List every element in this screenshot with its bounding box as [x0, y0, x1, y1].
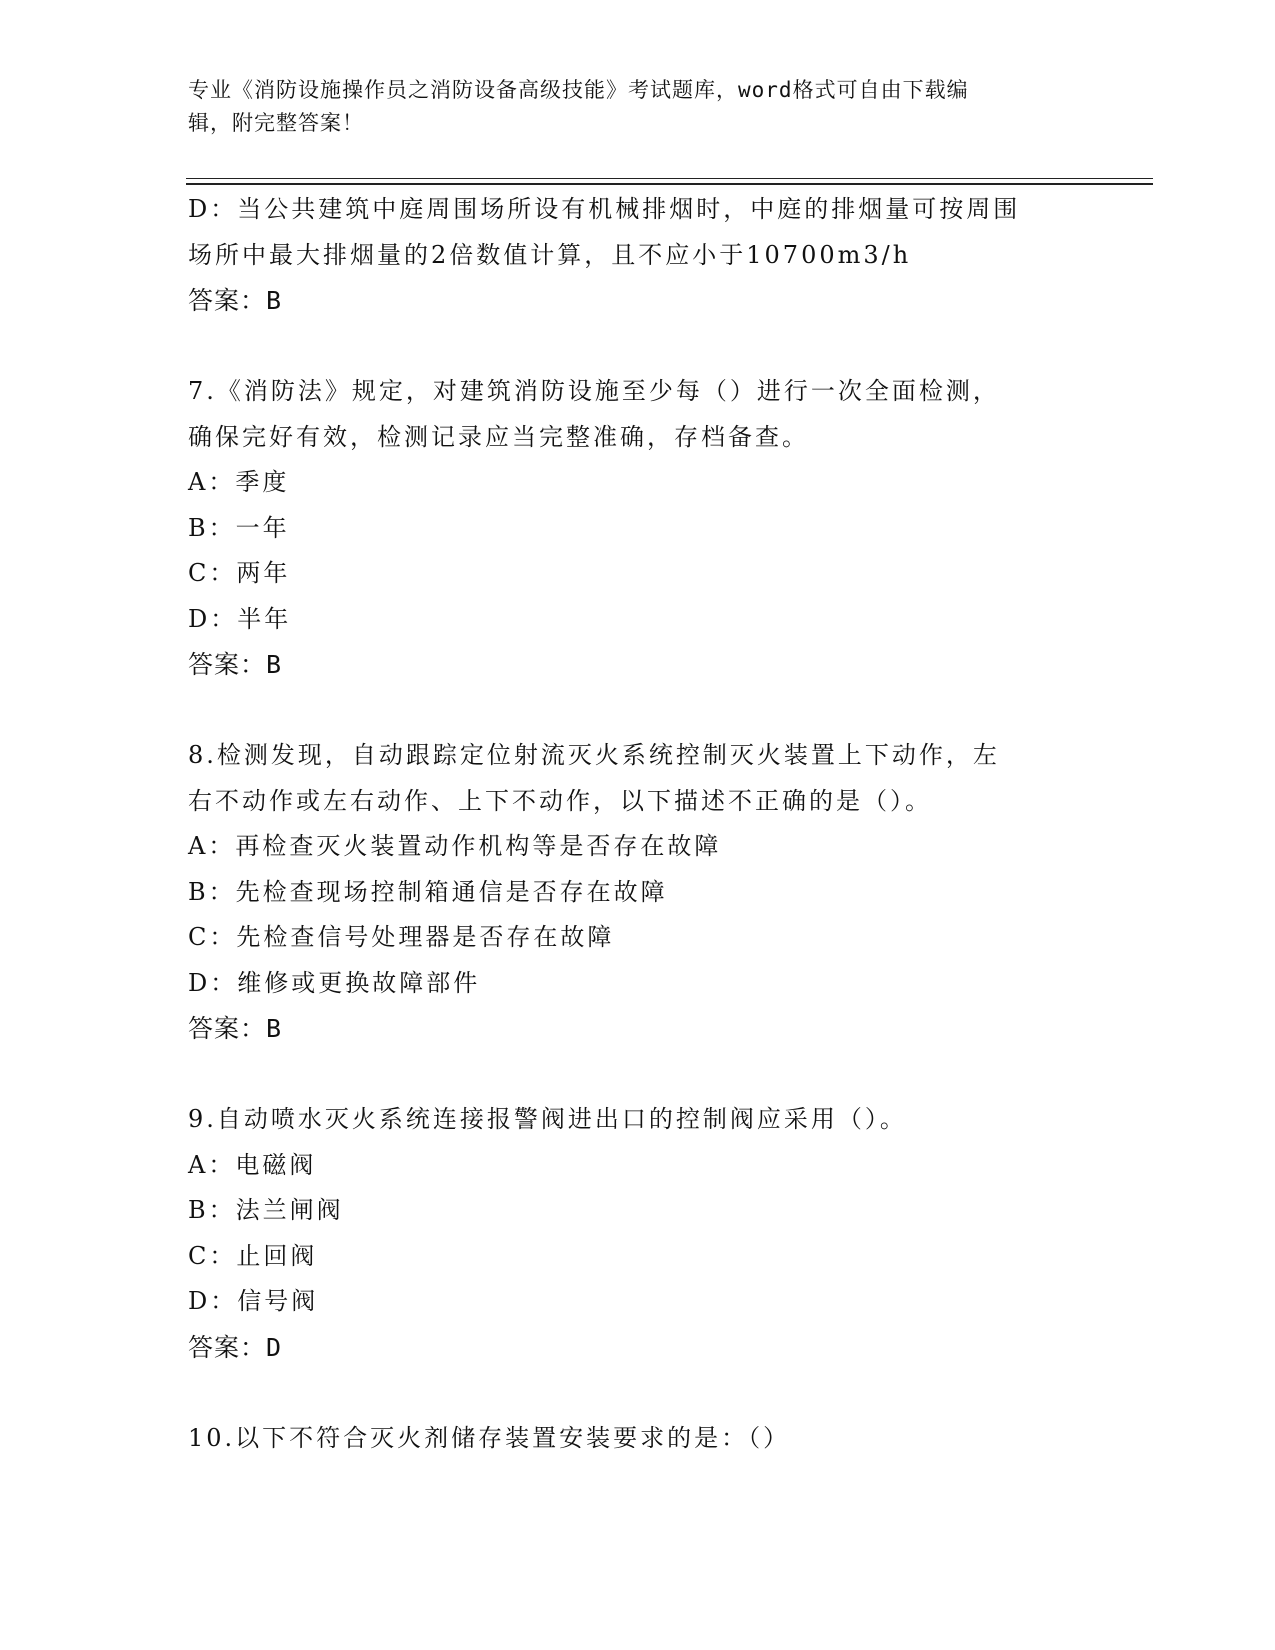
spacer [188, 1052, 1088, 1098]
question-text: 7.《消防法》规定，对建筑消防设施至少每（）进行一次全面检测， [188, 377, 1000, 405]
option-c: C：先检查信号处理器是否存在故障 [188, 923, 615, 951]
option-b: B：先检查现场控制箱通信是否存在故障 [188, 877, 668, 906]
header-divider-thin [186, 178, 1153, 179]
option-a: A：再检查灭火装置动作机构等是否存在故障 [188, 832, 722, 860]
header-line-1: 专业《消防设施操作员之消防设备高级技能》考试题库，word格式可自由下载编 [188, 78, 969, 102]
question-text: 10.以下不符合灭火剂储存装置安装要求的是：（） [188, 1423, 791, 1452]
answer: 答案：B [188, 286, 283, 315]
spacer [188, 688, 1088, 734]
option-d: D：当公共建筑中庭周围场所设有机械排烟时，中庭的排烟量可按周围 [188, 195, 1021, 223]
option-d: D：维修或更换故障部件 [188, 968, 481, 997]
spacer [188, 324, 1088, 370]
option-d-continued: 场所中最大排烟量的2倍数值计算，且不应小于10700m3/h [188, 240, 912, 269]
header-line-2: 辑，附完整答案！ [188, 111, 364, 135]
spacer [188, 1370, 1088, 1416]
option-b: B：一年 [188, 513, 290, 542]
answer: 答案：B [188, 1014, 283, 1043]
question-8 [188, 733, 1088, 1052]
option-a: A：电磁阀 [188, 1150, 317, 1179]
option-b: B：法兰闸阀 [188, 1196, 344, 1224]
question-10 [188, 1416, 1088, 1462]
question-text: 9.自动喷水灭火系统连接报警阀进出口的控制阀应采用（）。 [188, 1105, 907, 1133]
question-7 [188, 369, 1088, 688]
option-c: C：止回阀 [188, 1241, 318, 1270]
question-text: 8.检测发现，自动跟踪定位射流灭火系统控制灭火装置上下动作，左 [188, 741, 1000, 769]
page-header [188, 74, 1068, 140]
header-divider-thick [186, 183, 1153, 185]
question-9 [188, 1097, 1088, 1370]
question-content [188, 187, 1088, 1461]
previous-question-tail [188, 187, 1088, 324]
answer: 答案：D [188, 1332, 283, 1362]
question-text-continued: 确保完好有效，检测记录应当完整准确，存档备查。 [188, 422, 809, 451]
option-d: D：信号阀 [188, 1287, 319, 1315]
option-c: C：两年 [188, 559, 291, 587]
option-d: D：半年 [188, 604, 292, 633]
option-a: A：季度 [188, 468, 290, 496]
question-text-continued: 右不动作或左右动作、上下不动作，以下描述不正确的是（）。 [188, 786, 932, 815]
answer: 答案：B [188, 650, 283, 679]
